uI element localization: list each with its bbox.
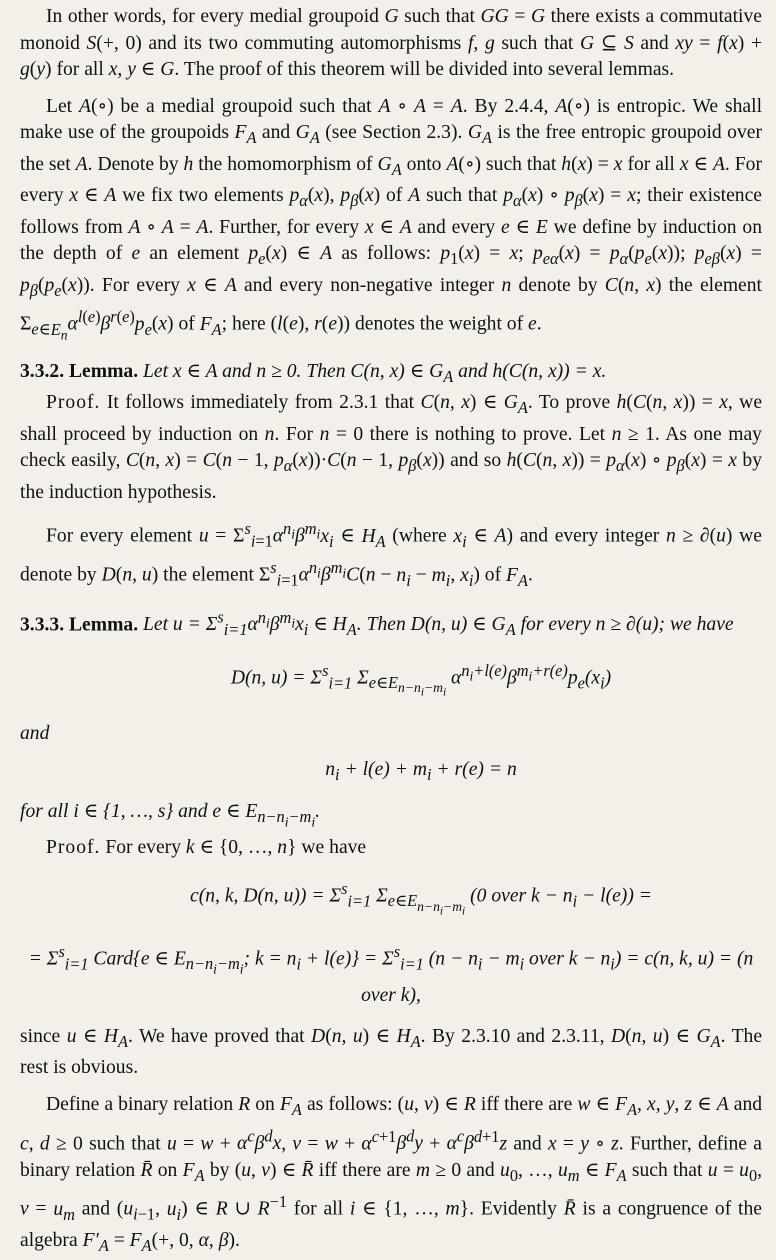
paragraph-1: In other words, for every medial groupoid G such that GG = G there exists a commutative monoid S(+, 0) and its two commuting automorphisms f, g such that G ⊆ S and xy = f(x) + g(y) for all x, y ∈ G. The proof of this theorem will be divided into several lemmas.: [20, 6, 763, 81]
paragraph-8: since u ∈ $H_A$. We have proved that D(n, u) ∈ $H_A$. By 2.3.10 and 2.3.11, D(n, u) ∈ $G_A$. The rest is obvious.: [20, 1025, 763, 1079]
equation-weight: $n_i + l(e) + m_i + r(e) = n$: [325, 759, 517, 785]
forall-line: for all i ∈ {1, …, s} and e ∈ $E_{n-n_i-m_i}$.: [20, 800, 320, 829]
and-word: and: [20, 722, 50, 744]
proof-body: It follows immediately from 2.3.1 that C(n, x) ∈ $G_A$. To prove h(C(n, x)) = x, we shall proceed by induction on n. For n = 0 there is nothing to prove. Let n ≥ 1. As one may check easily, C(n, x) = C(n − 1, $p_\alpha(x))\cdot C(n - 1$, $p_\beta(x)$) and so h(C(n, $x)) = p_\alpha(x)$ ∘ $p_\beta(x) = x$ by the induction hypothesis.: [20, 392, 763, 503]
proof-label: Proof.: [46, 837, 101, 859]
lemma-3-3-3: [20, 605, 762, 644]
lemma-statement: Let $u = \Sigma^s_{i=1}\alpha^{n_i}\beta^{m_i}x_i$ ∈ $H_A$. Then D(n, u) ∈ $G_A$ for every n ≥ ∂(u); we have: [143, 607, 734, 639]
proof-intro: For every k ∈ {0, …, n} we have: [105, 837, 367, 859]
lemma-label: 3.3.2. Lemma.: [20, 360, 139, 382]
lemma-statement: Let x ∈ A and n ≥ 0. Then C(n, x) ∈ $G_A$ and h(C(n, x)) = x.: [143, 360, 607, 386]
lemma-label: 3.3.3. Lemma.: [20, 614, 139, 636]
equation-d-n-u: D(n, $u) = \Sigma^s_{i=1}$ $\Sigma_{e\in E_{n-n_i-m_i}}$ $\alpha^{n_i+l(e)}\beta^{m_i+r(e)}p_e(x_i)$: [230, 660, 612, 699]
equation-card: = $\Sigma^s_{i=1}$ Card{e ∈ $E_{n-n_i-m_i}$; $k = n_i + l(e)\} = \Sigma^s_{i=1}$ ($n - n_i - m_i$ over $k - n_i) = c(n$, k, u) = (n over k),: [28, 942, 754, 1007]
proof-label: Proof.: [46, 392, 101, 414]
lemma-3-3-3-proof: [20, 835, 762, 862]
paragraph-5: For every element $u = \Sigma^s_{i=1}\alpha^{n_i}\beta^{m_i}x_i$ ∈ $H_A$ (where $x_i$ ∈ A) and every integer n ≥ ∂(u) we denote by D(n, u) the element $\Sigma^s_{i=1}\alpha^{n_i}\beta^{m_i}C(n - n_i - m_i$, $x_i$) of $F_A$.: [20, 519, 762, 590]
paragraph-9: Define a binary relation R on $F_A$ as follows: (u, v) ∈ R iff there are w ∈ $F_A$, x, y, z ∈ A and c, d ≥ 0 such that $u = w + \alpha^c\beta^dx$, $v = w + \alpha^{c+1}\beta^dy + \alpha^c\beta^{d+1}z$ and x = y ∘ z. Further, define a binary relation R̄ on $F_A$ by (u, v) ∈ R̄ iff there are m ≥ 0 and $u_0$, …, $u_m$ ∈ $F_A$ such that $u = u_0$, $v = u_m$ and ($u_{i-1}$, $u_i$) ∈ R ∪ $R^{-1}$ for all i ∈ {1, …, m}. Evidently R̄ is a congruence of the algebra $F'_A = F_A(+$, 0, α, β).: [20, 1094, 763, 1256]
equation-c-n-k-d: c(n, k, D(n, $u)) = \Sigma^s_{i=1}$ $\Sigma_{e\in E_{n-n_i-m_i}}$ (0 over $k - n_i - l(e)$) =: [190, 879, 652, 918]
paragraph-2: Let A(∘) be a medial groupoid such that A ∘ A = A. By 2.4.4, A(∘) is entropic. We shall make use of the groupoids $F_A$ and $G_A$ (see Section 2.3). $G_A$ is the free entropic groupoid over the set A. Denote by h the homomorphism of $G_A$ onto A(∘) such that h(x) = x for all x ∈ A. For every x ∈ A we fix two elements $p_\alpha(x)$, $p_\beta(x)$ of A such that $p_\alpha(x)$ ∘ $p_\beta(x) = x$; their existence follows from A ∘ A = A. Further, for every x ∈ A and every e ∈ E we define by induction on the depth of e an element $p_e(x)$ ∈ A as follows: $p_1(x) = x$; $p_{e\alpha}(x) = p_\alpha(p_e(x))$; $p_{e\beta}(x) = p_\beta(p_e(x))$. For every x ∈ A and every non-negative integer n denote by C(n, x) the element $\Sigma_{e\in E_n}\alpha^{l(e)}\beta^{r(e)}p_e(x)$ of $F_A$; here (l(e), r(e)) denotes the weight of e.: [20, 95, 763, 343]
lemma-3-3-2-proof: [20, 390, 762, 506]
lemma-3-3-2: [20, 359, 762, 391]
